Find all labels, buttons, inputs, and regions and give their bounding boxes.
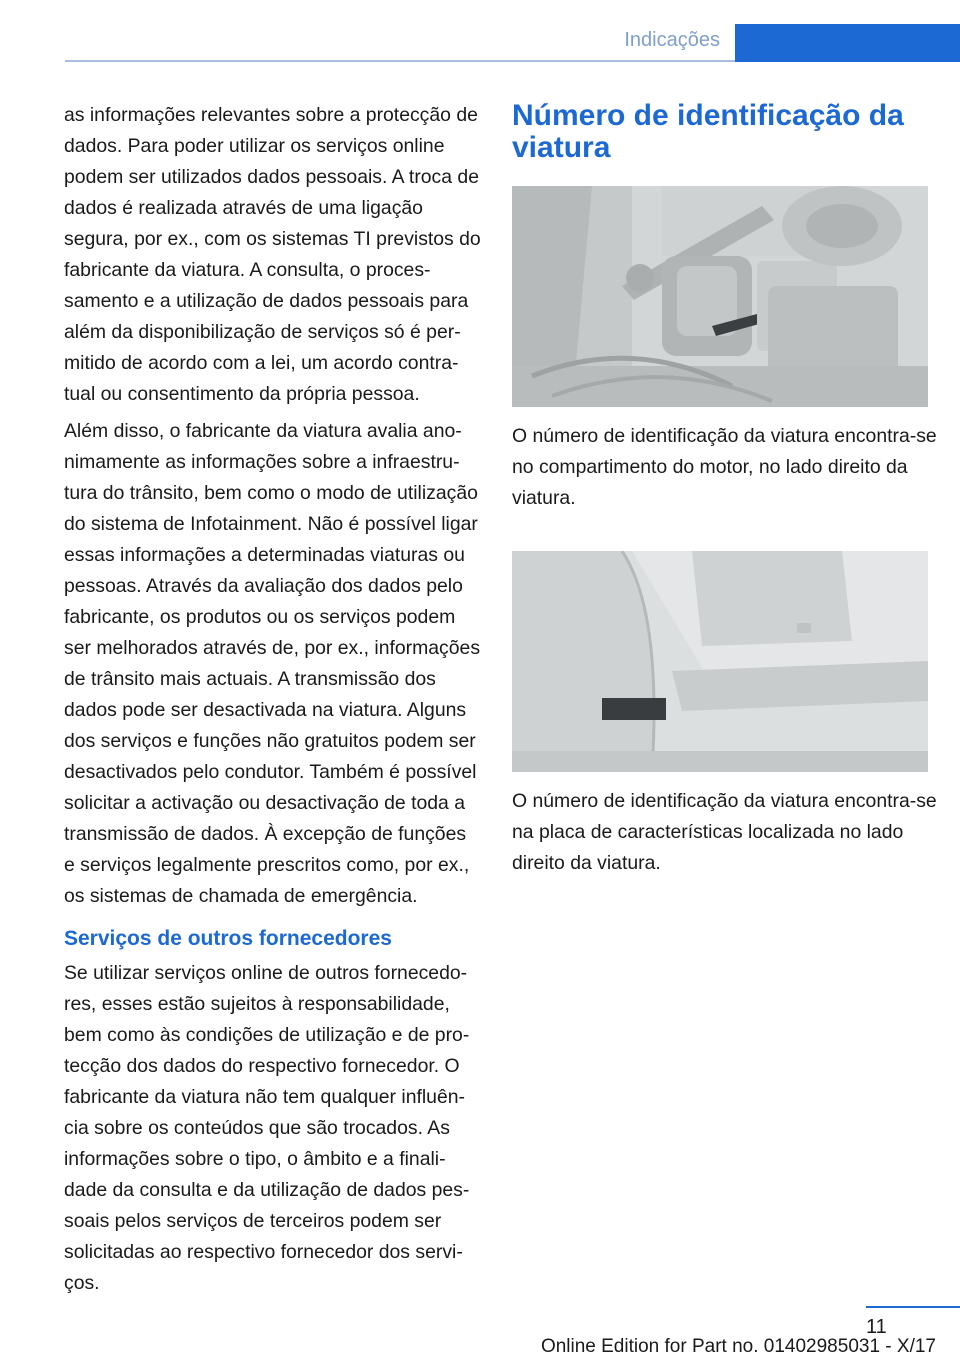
header-rule <box>65 60 735 62</box>
caption-engine-compartment: O número de identificação da viatura encontra-se no compartimento do motor, no lado direito da viatura. <box>512 425 937 509</box>
engine-compartment-illustration <box>512 186 928 407</box>
footer-rule <box>866 1306 960 1308</box>
section-title-vin: Número de identificação da viatura <box>512 99 904 164</box>
door-sill-image <box>512 551 928 772</box>
door-sill-illustration <box>512 551 928 772</box>
header-section-title: Indicações <box>624 29 720 51</box>
footer-edition: Online Edition for Part no. 01402985031 - X/17 <box>540 1336 936 1357</box>
paragraph-anonymous-evaluation: Além disso, o fabricante da viatura avalia anonimamente as informações sobre a infraestrutura do trânsito, bem como o modo de utilização do sistema de Infotainment. Não é possível ligar essas informações a determinadas viaturas ou pessoas. Através da avaliação dos dados pelo fabricante, os produtos ou os serviços podem ser melhorados através de, por ex., informações de trânsito mais actuais. A transmissão dos dados pode ser desactivada na viatura. Alguns dos serviços e funções não gratuitos podem ser desactivados pelo condutor. Também é possível solicitar a activação ou desactivação de toda a transmissão de dados. À excepção de funções e serviços legalmente prescritos como, por ex., os sistemas de chamada de emergência. <box>64 420 481 907</box>
subheading-third-party-services: Serviços de outros fornecedores <box>64 927 392 950</box>
right-column <box>512 100 952 879</box>
caption-type-plate: O número de identificação da viatura encontra-se na placa de características localizada no lado direito da viatura. <box>512 790 937 874</box>
engine-compartment-image <box>512 186 928 407</box>
paragraph-third-party-services: Se utilizar serviços online de outros fornecedores, esses estão sujeitos à responsabilidade, bem como às condições de utilização e de protecção dos dados do respectivo fornecedor. O fabricante da viatura não tem qualquer influência sobre os conteúdos que são trocados. As informações sobre o tipo, o âmbito e a finalidade da consulta e da utilização de dados pessoais pelos serviços de terceiros podem ser solicitadas ao respectivo fornecedor dos serviços. <box>64 962 470 1294</box>
paragraph-data-protection: as informações relevantes sobre a protecção de dados. Para poder utilizar os serviços online podem ser utilizados dados pessoais. A troca de dados é realizada através de uma ligação segura, por ex., com os sistemas TI previstos do fabricante da viatura. A consulta, o processamento e a utilização de dados pessoais para além da disponibilização de serviços só é permitido de acordo com a lei, um acordo contratual ou consentimento da própria pessoa. <box>64 104 481 405</box>
left-column <box>64 100 482 1305</box>
page-number: 11 <box>866 1316 887 1338</box>
header-accent-bar <box>735 24 960 62</box>
